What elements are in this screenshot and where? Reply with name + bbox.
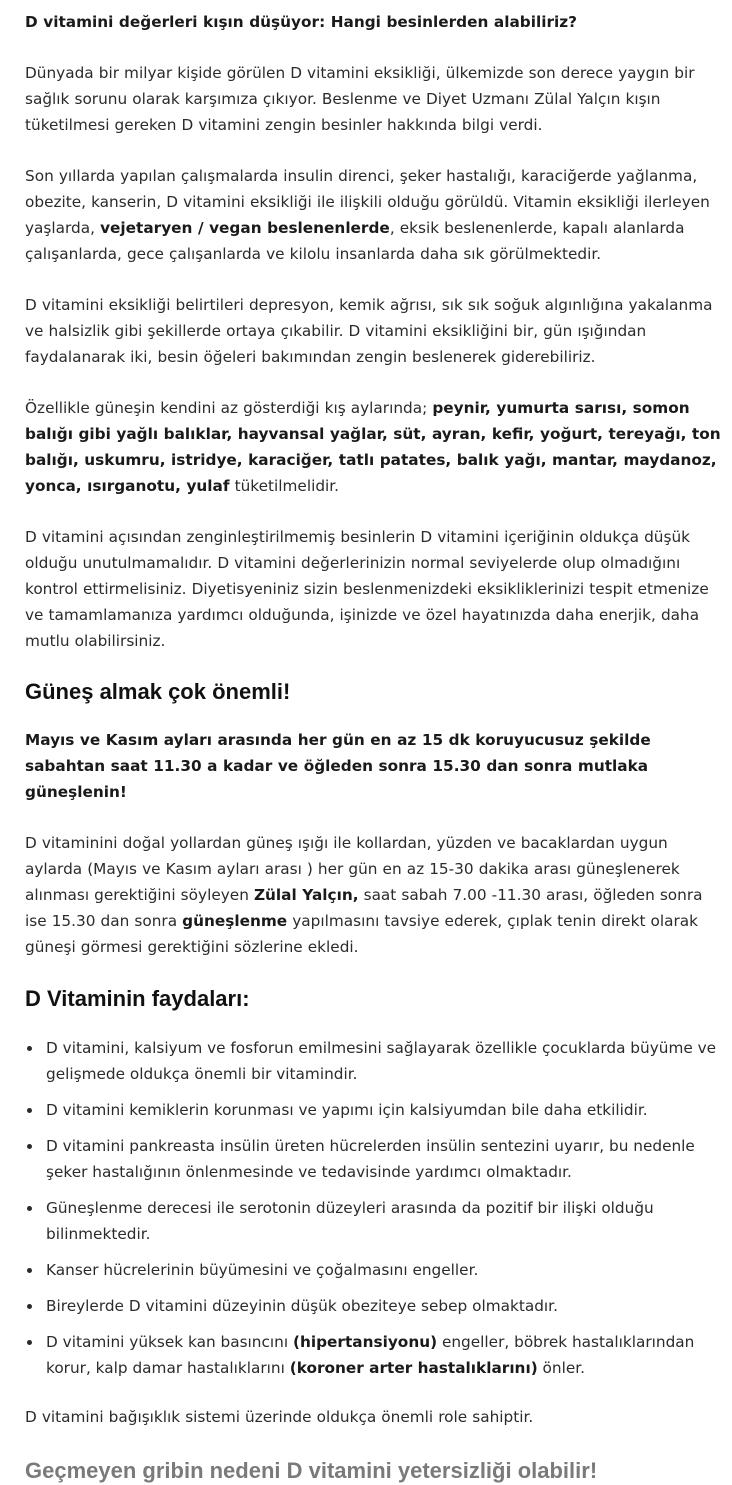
bullet-icon — [27, 1046, 32, 1051]
sun-advice-bold-2: güneşlenme — [182, 912, 288, 930]
sun-advice-text-1: D vitaminini doğal yollardan güneş ışığı ile kollardan, yüzden ve bacaklardan uygun aylarda (Mayıs ve Kasım ayları arası ) her gün en az 15-30 dakika arası güneşlenerek alınması gerektiğini söyleyen — [25, 834, 680, 904]
list-item-text: D vitamini, kalsiyum ve fosforun emilmesini sağlayarak özellikle çocuklarda büyüme ve gelişmede oldukça önemli bir vitamindir. — [46, 1039, 717, 1083]
list-item-text: Bireylerde D vitamini düzeyinin düşük obeziteye sebep olmaktadır. — [46, 1297, 558, 1315]
fortified-foods-paragraph: D vitamini açısından zenginleştirilmemiş besinlerin D vitamini içeriğinin oldukça düşük olduğu unutulmamalıdır. D vitamini değerlerinizin normal seviyelerde olup olmadığını kontrol ettirmelisiniz. Diyetisyeniniz sizin beslenmenizdeki eksikliklerinizi tespit etmenize ve tamamlamanıza yardımcı olduğunda, işinizde ve özel hayatınızda daha enerjik, daha mutlu olabilirsiniz. — [25, 528, 709, 650]
sun-advice-bold-1: Zülal Yalçın, — [253, 886, 359, 904]
bullet-icon — [27, 1144, 32, 1149]
list-item — [25, 1035, 722, 1087]
list-item-text: Kanser hücrelerinin büyümesini ve çoğalmasını engeller. — [46, 1261, 479, 1279]
sun-bold-paragraph — [25, 727, 722, 805]
last-item-bold-2: (koroner arter hastalıklarını) — [289, 1359, 538, 1377]
sun-bold-text: Mayıs ve Kasım ayları arasında her gün en az 15 dk koruyucusuz şekilde sabahtan saat 11.30 a kadar ve öğleden sonra 15.30 dan sonra mutlaka güneşlenin! — [25, 731, 651, 801]
list-item — [25, 1195, 722, 1247]
symptoms-paragraph: D vitamini eksikliği belirtileri depresyon, kemik ağrısı, sık sık soğuk algınlığına yakalanma ve halsizlik gibi şekillerde ortaya çıkabilir. D vitamini eksikliğini bir, gün ışığından faydalanarak iki, besin öğeleri bakımından zengin beslenerek giderebiliriz. — [25, 296, 713, 366]
foods-text-2: tüketilmelidir. — [229, 477, 340, 495]
sun-advice-text-2: saat sabah 7.00 -11.30 arası, öğleden sonra ise 15.30 dan sonra — [25, 886, 703, 930]
intro-paragraph: Dünyada bir milyar kişide görülen D vitamini eksikliği, ülkemizde son derece yaygın bir sağlık sorunu olarak karşımıza çıkıyor. Beslenme ve Diyet Uzmanı Zülal Yalçın kışın tüketilmesi gereken D vitamini zengin besinler hakkında bilgi verdi. — [25, 64, 695, 134]
foods-text-1: Özellikle güneşin kendini az gösterdiği kış aylarında; — [25, 399, 433, 417]
list-item — [25, 1329, 722, 1381]
list-item — [25, 1293, 722, 1319]
risk-groups-text-1: Son yıllarda yapılan çalışmalarda insulin direnci, şeker hastalığı, karaciğerde yağlanma, obezite, kanserin, D vitamini eksikliği ile ilişkili olduğu görüldü. Vitamin eksikliği ilerleyen yaşlarda, — [25, 167, 710, 237]
risk-groups-bold: vejetaryen / vegan beslenenlerde — [100, 219, 390, 237]
list-item-text: D vitamini kemiklerin korunması ve yapımı için kalsiyumdan bile daha etkilidir. — [46, 1101, 648, 1119]
article — [0, 9, 732, 1485]
benefits-list — [25, 1035, 722, 1381]
bullet-icon — [27, 1206, 32, 1211]
flu-section-heading: Geçmeyen gribin nedeni D vitamini yetersizliği olabilir! — [25, 1458, 598, 1483]
last-item-text-1: D vitamini yüksek kan basıncını — [46, 1333, 293, 1351]
list-item-text: Güneşlenme derecesi ile serotonin düzeyleri arasında da pozitif bir ilişki olduğu bilinmektedir. — [46, 1199, 654, 1243]
sun-section-heading: Güneş almak çok önemli! — [25, 679, 291, 704]
list-item — [25, 1133, 722, 1185]
immune-paragraph: D vitamini bağışıklık sistemi üzerinde oldukça önemli role sahiptir. — [25, 1408, 534, 1426]
last-item-bold-1: (hipertansiyonu) — [292, 1333, 438, 1351]
last-item-text-3: önler. — [537, 1359, 586, 1377]
benefits-section-heading: D Vitaminin faydaları: — [25, 986, 250, 1011]
bullet-icon — [27, 1340, 32, 1345]
bullet-icon — [27, 1108, 32, 1113]
list-item — [25, 1097, 722, 1123]
list-item-text: D vitamini pankreasta insülin üreten hücrelerden insülin sentezini uyarır, bu nedenle şeker hastalığının önlenmesinde ve tedavisinde yardımcı olmaktadır. — [46, 1137, 695, 1181]
bullet-icon — [27, 1268, 32, 1273]
foods-bold-list: peynir, yumurta sarısı, somon balığı gibi yağlı balıklar, hayvansal yağlar, süt, ayran, kefir, yoğurt, tereyağı, ton balığı, uskumru, istridye, karaciğer, tatlı patates, balık yağı, mantar, maydanoz, yonca, ısırganotu, yulaf — [25, 399, 721, 495]
sun-advice-text-3: yapılmasını tavsiye ederek, çıplak tenin direkt olarak güneşi görmesi gerektiğini sözlerine ekledi. — [25, 912, 699, 956]
risk-groups-text-2: , eksik beslenenlerde, kapalı alanlarda çalışanlarda, gece çalışanlarda ve kilolu insanlarda daha sık görülmektedir. — [25, 219, 685, 263]
foods-paragraph — [25, 395, 722, 499]
list-item — [25, 1257, 722, 1283]
last-item-text-2: engeller, böbrek hastalıklarından korur, kalp damar hastalıklarını — [46, 1333, 695, 1377]
sun-advice-paragraph — [25, 830, 722, 960]
article-title: D vitamini değerleri kışın düşüyor: Hangi besinlerden alabiliriz? — [25, 13, 578, 31]
risk-groups-paragraph — [25, 163, 722, 267]
bullet-icon — [27, 1304, 32, 1309]
